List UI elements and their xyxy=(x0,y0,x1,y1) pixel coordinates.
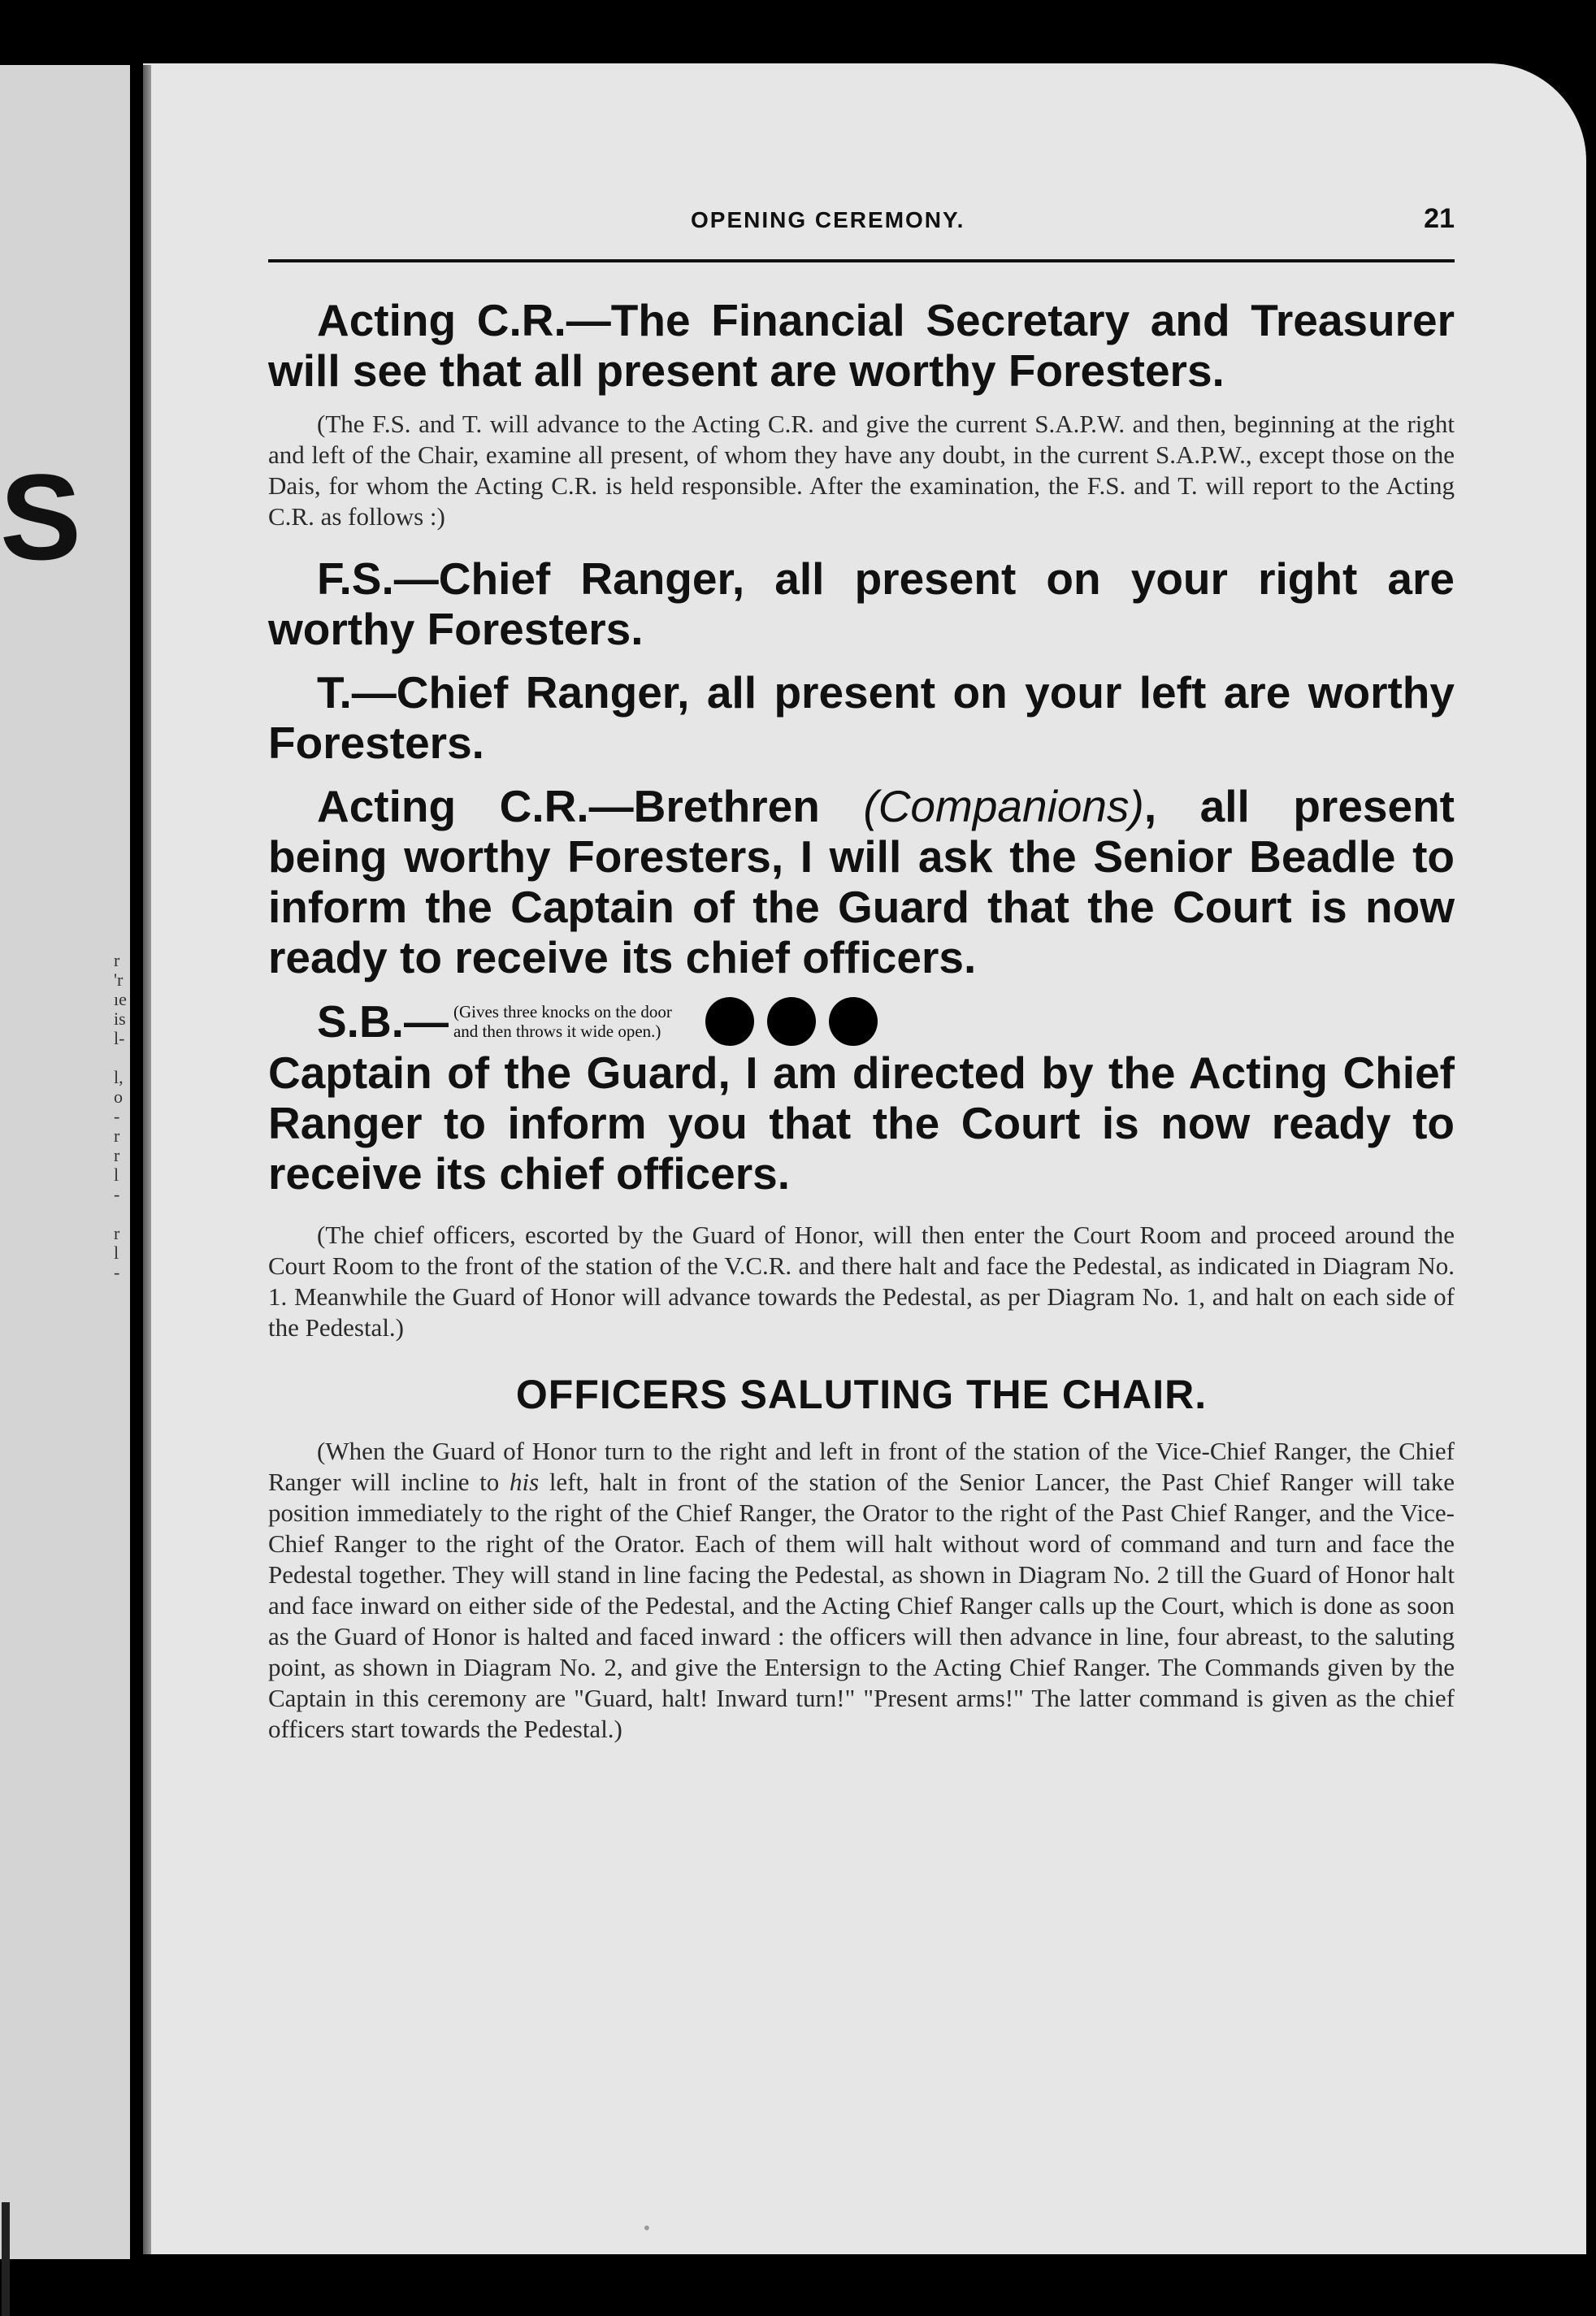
dialogue-sb xyxy=(268,995,1455,1047)
knock-dot xyxy=(705,997,754,1046)
stage-direction-knocks: (Gives three knocks on the door and then throws it wide open.) xyxy=(453,1002,672,1041)
fragment: l- xyxy=(114,1028,125,1048)
dialogue-fs xyxy=(268,553,1455,654)
fragment xyxy=(114,1048,132,1068)
fragment: o xyxy=(114,1086,123,1107)
fragment: l, xyxy=(114,1067,124,1087)
speaker-label: F.S.— xyxy=(317,553,439,604)
dialogue-text: Brethren xyxy=(633,781,864,831)
fragment: - xyxy=(114,1262,120,1282)
speaker-label: Acting C.R.— xyxy=(317,781,634,831)
stage-note-procession: (The chief officers, escorted by the Guard of Honor, will then enter the Court Room and proceed around the Court Room to the front of the station of the V.C.R. and there halt and face the Pedestal, as indicated in Diagram No. 1. Meanwhile the Guard of Honor will advance towards the Pedestal, as per Diagram No. 1, and halt on each side of the Pedestal.) xyxy=(268,1221,1455,1342)
fragment xyxy=(114,1204,132,1224)
fragment: 'r xyxy=(114,969,124,990)
knock-dot xyxy=(767,997,816,1046)
dialogue-acting-cr-2 xyxy=(268,781,1455,982)
section-heading: OFFICERS SALUTING THE CHAIR. xyxy=(515,1372,1208,1417)
knock-dot xyxy=(829,997,878,1046)
sb-line xyxy=(317,995,1455,1047)
fragment: r xyxy=(114,1125,120,1146)
stage-note-examination: (The F.S. and T. will advance to the Acting C.R. and give the current S.A.P.W. and then, beginning at the right and left of the Chair, examine all present, of whom they have any doubt, in the current S.A.P.W., except those on the Dais, for whom the Acting C.R. is held responsible. After the examination, the F.S. and T. will report to the Acting C.R. as follows :) xyxy=(268,410,1455,531)
running-header xyxy=(268,203,1455,262)
adjacent-page-fragments xyxy=(114,951,132,1282)
fragment: - xyxy=(114,1106,120,1126)
fragment: r xyxy=(114,1145,120,1165)
fragment: ıe xyxy=(114,989,127,1009)
page-content xyxy=(268,203,1455,1745)
fragment: l xyxy=(114,1243,119,1263)
adjacent-page-glyph: S xyxy=(0,449,82,585)
page-gutter xyxy=(143,65,151,2254)
dialogue-text: , all present being worthy Foresters, I will ask the Senior Beadle to inform the Captain of the Guard that the Court is now ready to receive its chief officers. xyxy=(268,781,1455,982)
dialogue-italic: (Companions) xyxy=(863,781,1144,831)
dialogue-text: Chief Ranger, all present on your right are worthy Foresters. xyxy=(268,553,1455,654)
speaker-label: T.— xyxy=(317,667,397,718)
adjacent-page xyxy=(0,65,130,2259)
fragment: l xyxy=(114,1165,119,1185)
fragment: r xyxy=(114,950,120,970)
dialogue-text: Chief Ranger, all present on your left are worthy Foresters. xyxy=(268,667,1455,768)
dialogue-acting-cr-1 xyxy=(268,295,1455,396)
dialogue-text: The Financial Secretary and Treasurer will see that all present are worthy Foresters. xyxy=(268,295,1455,396)
section-text: left, halt in front of the station of the Senior Lancer, the Past Chief Ranger will take position immediately to the right of the Chief Ranger, the Orator to the right of the Past Chief Ranger, and the Vice-Chief Ranger to the right of the Orator. Each of them will halt without word of command and turn and face the Pedestal together. They will stand in line facing the Pedestal, as shown in Diagram No. 2 till the Guard of Honor halt and face inward on either side of the Pedestal, and the Acting Chief Ranger calls up the Court, which is done as soon as the Guard of Honor is halted and faced inward : the officers will then advance in line, four abreast, to the saluting point, as shown in Diagram No. 2, and give the Entersign to the Acting Chief Ranger. The Commands given by the Captain in this ceremony are "Guard, halt! Inward turn!" "Present arms!" The latter command is given as the chief officers start towards the Pedestal.) xyxy=(268,1468,1455,1743)
dialogue-sb-text: Captain of the Guard, I am directed by the Acting Chief Ranger to inform you that the Court is now ready to receive its chief officers. xyxy=(268,1047,1455,1199)
binding-mark xyxy=(2,2202,10,2316)
knock-symbols xyxy=(705,997,878,1046)
section-body xyxy=(268,1436,1455,1745)
fragment: is xyxy=(114,1008,126,1029)
dialogue-t xyxy=(268,667,1455,768)
page-number: 21 xyxy=(1424,203,1455,234)
speaker-label: Acting C.R.— xyxy=(317,295,611,345)
fragment: r xyxy=(114,1223,120,1243)
section-italic: his xyxy=(509,1468,540,1496)
running-title: OPENING CEREMONY. xyxy=(691,207,965,232)
section-text: (When the Guard of Honor turn to the right and left in front of the station of the Vice-Chief Ranger, the Chief Ranger will incline to xyxy=(268,1437,1455,1496)
fragment: - xyxy=(114,1184,120,1204)
footer-mark: • xyxy=(642,2218,652,2238)
speaker-label: S.B.— xyxy=(317,996,449,1047)
